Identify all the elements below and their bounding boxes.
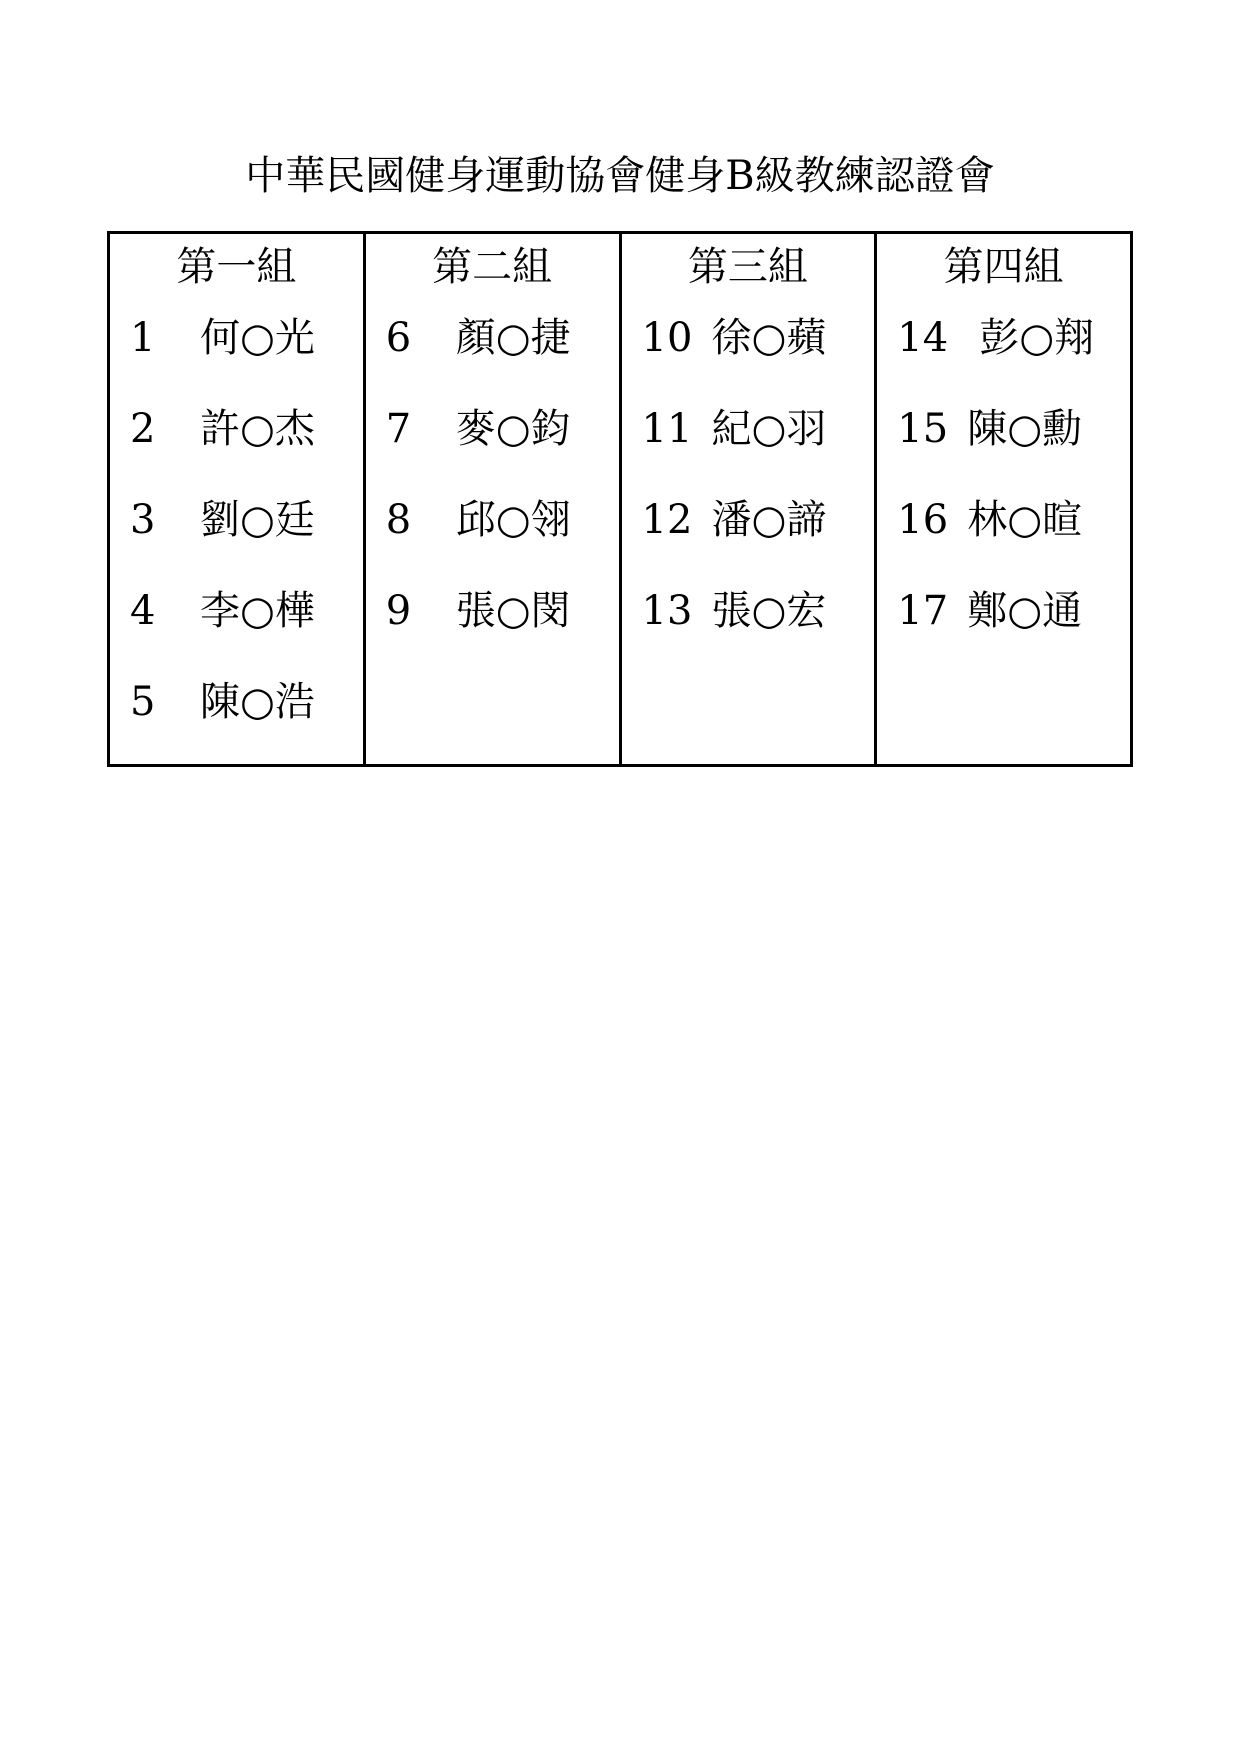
member-row: [877, 581, 1130, 641]
member-name: 徐○蘋: [711, 315, 827, 361]
member-name: 張○宏: [711, 588, 827, 634]
member-row: [366, 581, 619, 641]
member-row: [877, 308, 1130, 368]
member-row: [366, 490, 619, 550]
member-name: 李○樺: [200, 588, 315, 634]
member-row: [110, 672, 363, 732]
member-row: [622, 490, 875, 550]
member-name: 彭○翔: [979, 315, 1095, 361]
member-number: 7: [385, 406, 412, 452]
member-number: 8: [385, 497, 412, 543]
member-row: [622, 399, 875, 459]
member-number: 16: [897, 497, 949, 543]
member-row: [877, 490, 1130, 550]
group-column-4: [877, 234, 1130, 764]
member-name: 陳○勳: [967, 406, 1083, 452]
member-number: 1: [130, 315, 156, 361]
member-name: 許○杰: [200, 406, 315, 452]
member-row: [110, 581, 363, 641]
group-header: 第三組: [687, 244, 808, 290]
member-row: [622, 581, 875, 641]
member-number: 14: [897, 315, 949, 361]
member-row: [877, 399, 1130, 459]
document-title: 中華民國健身運動協會健身B級教練認證會: [245, 153, 995, 199]
member-name: 紀○羽: [711, 406, 827, 452]
member-number: 10: [641, 315, 693, 361]
member-row: [366, 308, 619, 368]
member-row: [622, 308, 875, 368]
member-number: 12: [641, 497, 693, 543]
member-name: 顏○捷: [455, 315, 571, 361]
member-name: 鄭○通: [967, 588, 1083, 634]
member-number: 6: [385, 315, 412, 361]
member-name: 麥○鈞: [455, 406, 571, 452]
member-number: 15: [897, 406, 949, 452]
member-name: 張○閔: [455, 588, 571, 634]
member-row: [110, 490, 363, 550]
member-number: 5: [130, 679, 156, 725]
group-column-1: [110, 234, 366, 764]
member-name: 陳○浩: [200, 679, 315, 725]
member-name: 邱○翎: [455, 497, 571, 543]
group-header: 第二組: [432, 244, 553, 290]
member-number: 2: [130, 406, 156, 452]
group-column-3: [622, 234, 878, 764]
group-header: 第四組: [943, 244, 1064, 290]
group-header: 第一組: [176, 244, 297, 290]
group-column-2: [366, 234, 622, 764]
member-number: 9: [385, 588, 412, 634]
member-row: [110, 399, 363, 459]
member-row: [366, 399, 619, 459]
member-number: 17: [897, 588, 949, 634]
group-roster-table: [107, 231, 1133, 767]
member-name: 何○光: [200, 315, 315, 361]
member-number: 13: [641, 588, 693, 634]
member-number: 4: [130, 588, 156, 634]
member-name: 劉○廷: [200, 497, 315, 543]
member-name: 潘○諦: [711, 497, 827, 543]
member-number: 3: [130, 497, 156, 543]
member-row: [110, 308, 363, 368]
member-number: 11: [641, 406, 693, 452]
member-name: 林○暄: [967, 497, 1083, 543]
